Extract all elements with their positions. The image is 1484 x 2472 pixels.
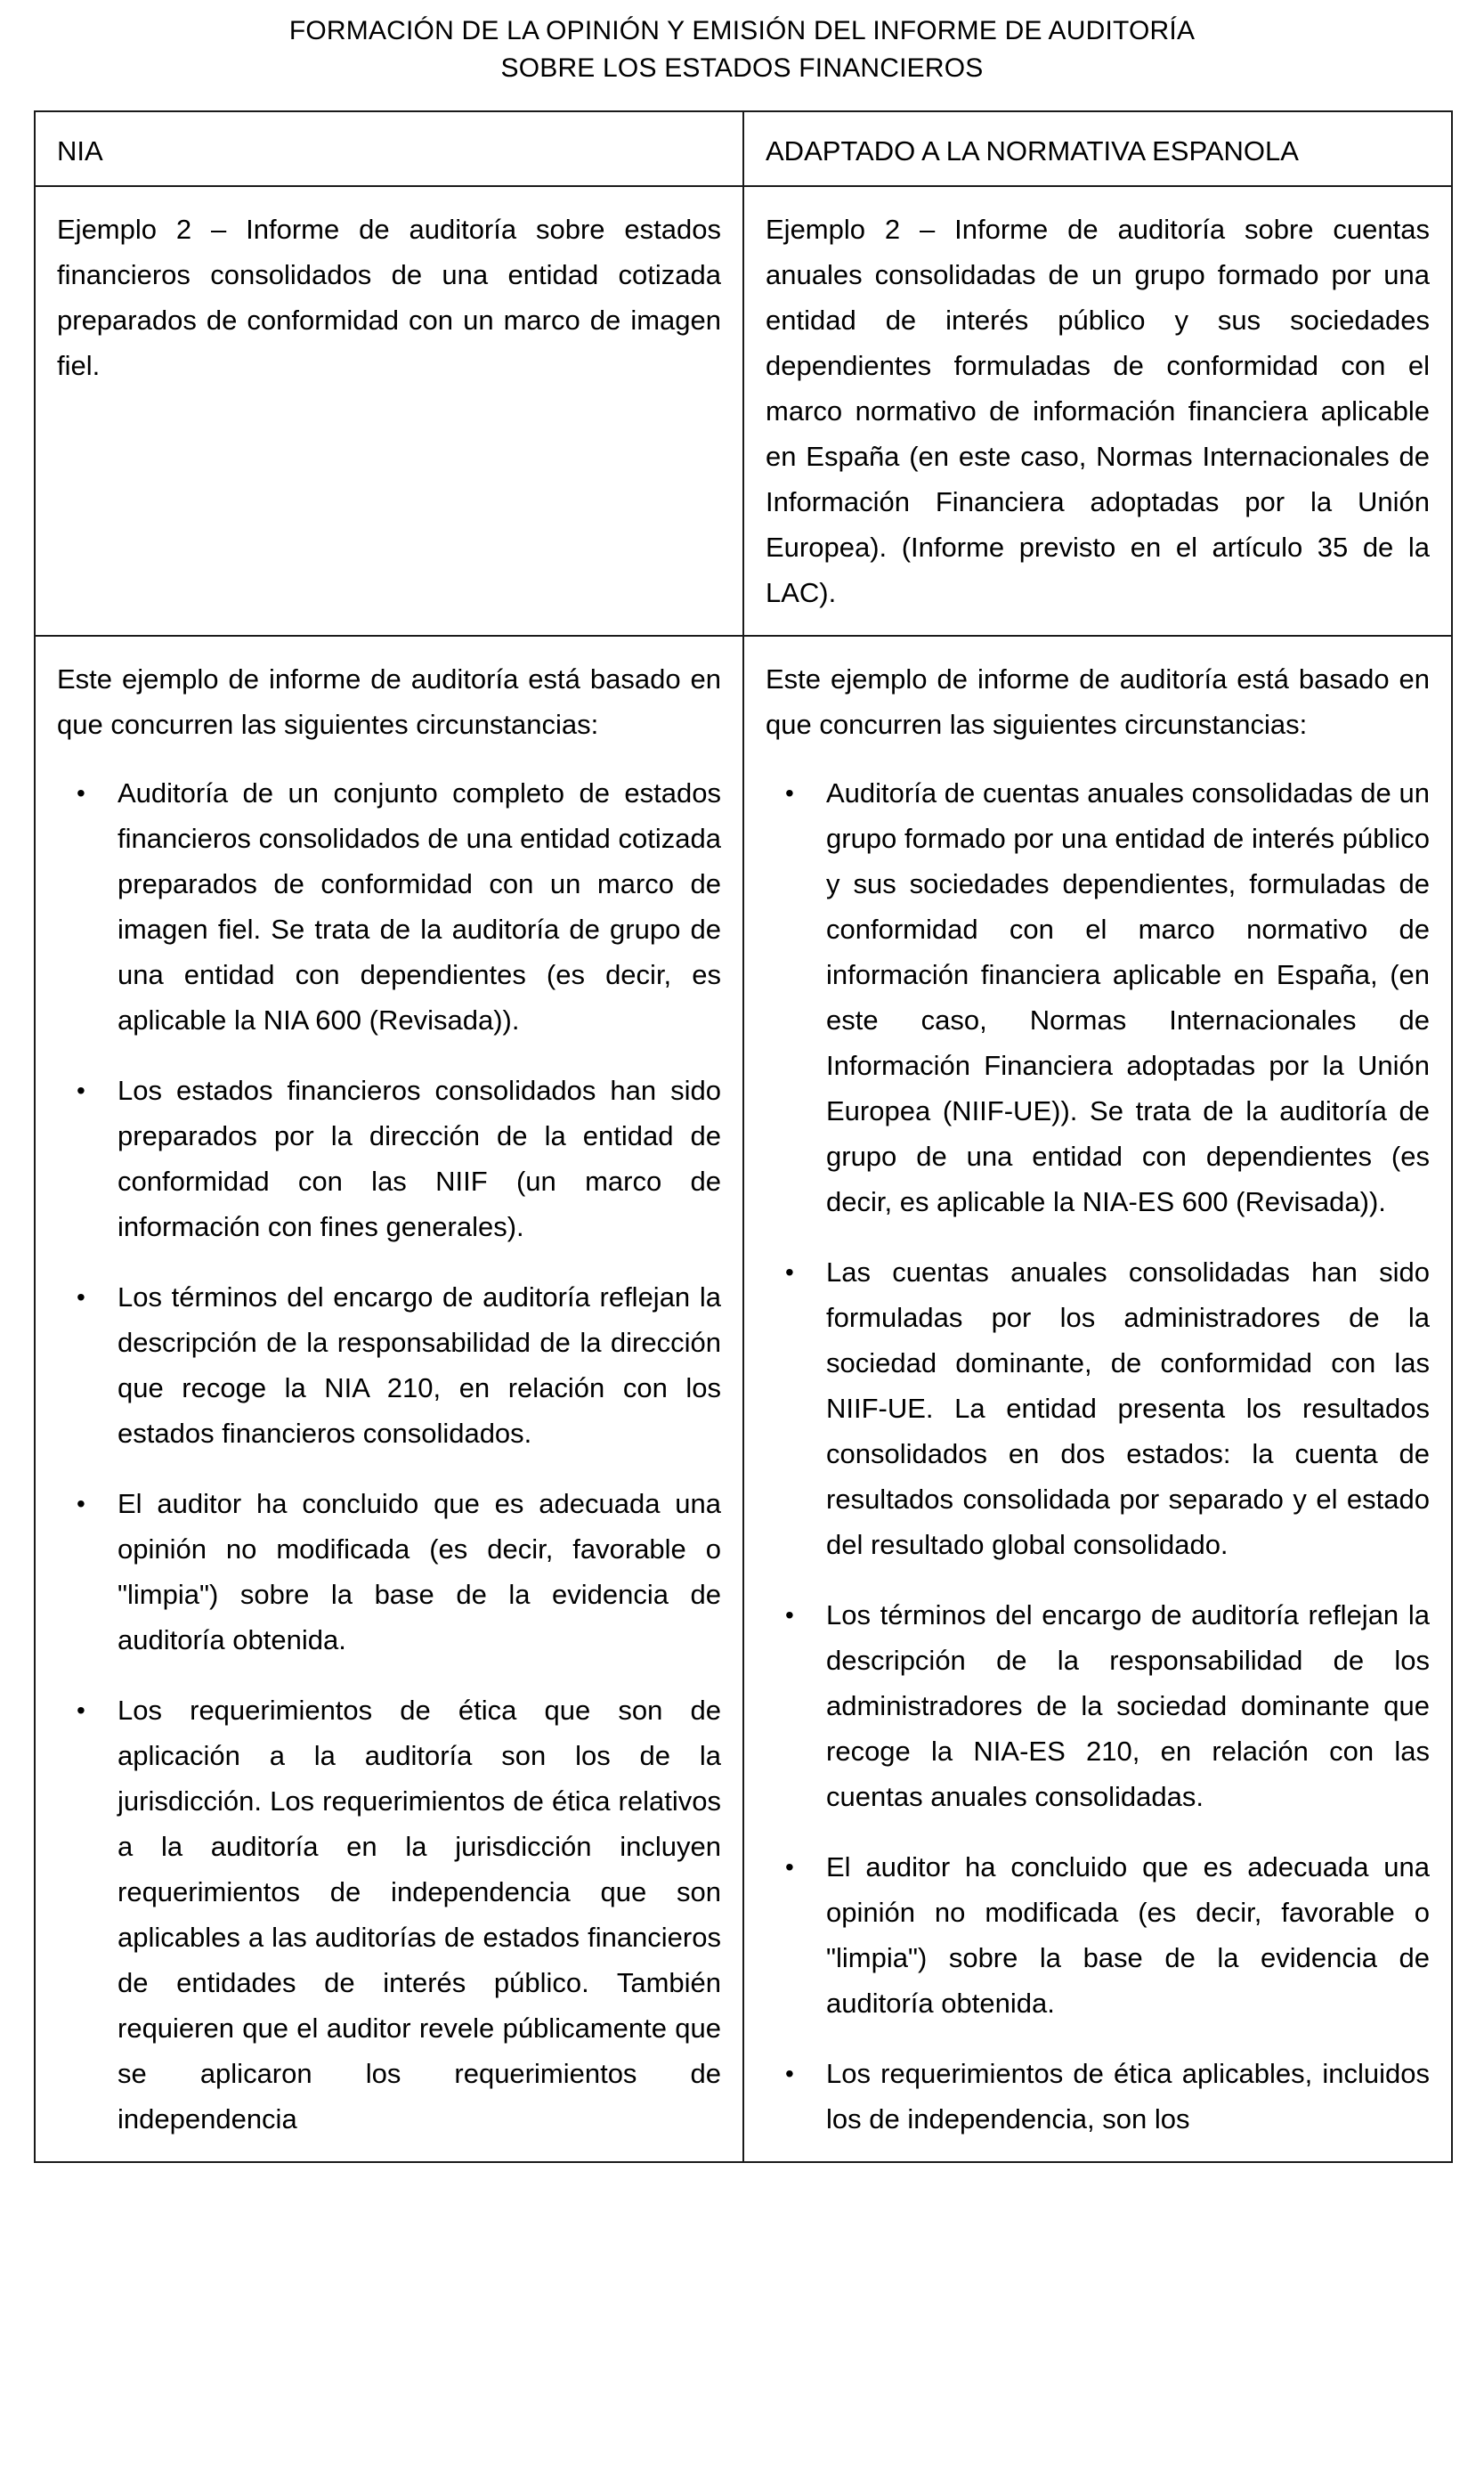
column-header-nia: NIA: [57, 135, 103, 167]
adaptado-example-paragraph: Ejemplo 2 – Informe de auditoría sobre cuentas anuales consolidadas de un grupo formado por una entidad de interés público y sus sociedades dependientes formuladas de conformidad con el marco normativo de información financiera aplicable en España (en este caso, Normas Internacionales de Información Financiera adoptadas por la Unión Europea). (Informe previsto en el artículo 35 de la LAC).: [766, 214, 1430, 608]
cell-nia-circumstances: [35, 636, 743, 2162]
list-item: • Los requerimientos de ética que son de aplicación a la auditoría son los de la jurisdicción. Los requerimientos de ética relativos a la auditoría en la jurisdicción incluyen requerimientos de independencia que son aplicables a las auditorías de estados financieros de entidades de interés público. También requieren que el auditor revele públicamente que se aplicaron los requerimientos de independencia: [57, 1687, 721, 2142]
list-item: • Auditoría de cuentas anuales consolidadas de un grupo formado por una entidad de interés público y sus sociedades dependientes, formuladas de conformidad con el marco normativo de información financiera aplicable en España, (en este caso, Normas Internacionales de Información Financiera adoptadas por la Unión Europea (NIIF-UE)). Se trata de la auditoría de grupo de una entidad con dependientes (es decir, es aplicable la NIA-ES 600 (Revisada)).: [766, 770, 1430, 1224]
table-row-example-description: [35, 186, 1452, 636]
list-item: • Los estados financieros consolidados han sido preparados por la dirección de la entidad de conformidad con las NIIF (un marco de información con fines generales).: [57, 1068, 721, 1249]
list-item: • Los requerimientos de ética aplicables, incluidos los de independencia, son los: [766, 2051, 1430, 2142]
list-item: • Los términos del encargo de auditoría reflejan la descripción de la responsabilidad de la dirección que recoge la NIA 210, en relación con los estados financieros consolidados.: [57, 1274, 721, 1456]
comparison-table: [34, 110, 1453, 2163]
nia-circumstances-list: [57, 770, 721, 2142]
cell-nia-example: [35, 186, 743, 636]
list-item: • Las cuentas anuales consolidadas han sido formuladas por los administradores de la sociedad dominante, de conformidad con las NIIF-UE. La entidad presenta los resultados consolidados en dos estados: la cuenta de resultados consolidada por separado y el estado del resultado global consolidado.: [766, 1249, 1430, 1567]
nia-circumstances-intro: Este ejemplo de informe de auditoría está basado en que concurren las siguientes circunstancias:: [57, 663, 721, 740]
list-item: • Auditoría de un conjunto completo de estados financieros consolidados de una entidad cotizada preparados de conformidad con un marco de imagen fiel. Se trata de la auditoría de grupo de una entidad con dependientes (es decir, es aplicable la NIA 600 (Revisada)).: [57, 770, 721, 1043]
list-item: • El auditor ha concluido que es adecuada una opinión no modificada (es decir, favorable o "limpia") sobre la base de la evidencia de auditoría obtenida.: [766, 1844, 1430, 2026]
page-title-line-1: FORMACIÓN DE LA OPINIÓN Y EMISIÓN DEL INFORME DE AUDITORÍA: [288, 16, 1196, 45]
table-header-cell-adaptado: [743, 111, 1452, 186]
nia-example-paragraph: Ejemplo 2 – Informe de auditoría sobre estados financieros consolidados de una entidad cotizada preparados de conformidad con un marco de imagen fiel.: [57, 214, 721, 381]
table-row-circumstances: [35, 636, 1452, 2162]
cell-adaptado-circumstances: [743, 636, 1452, 2162]
adaptado-circumstances-intro: Este ejemplo de informe de auditoría está basado en que concurren las siguientes circunstancias:: [766, 663, 1430, 740]
table-header-cell-nia: [35, 111, 743, 186]
adaptado-circumstances-list: [766, 770, 1430, 2142]
column-header-adaptado: ADAPTADO A LA NORMATIVA ESPANOLA: [766, 135, 1299, 167]
page-title: [0, 0, 1484, 87]
list-item: • El auditor ha concluido que es adecuada una opinión no modificada (es decir, favorable o "limpia") sobre la base de la evidencia de auditoría obtenida.: [57, 1481, 721, 1663]
list-item: • Los términos del encargo de auditoría reflejan la descripción de la responsabilidad de los administradores de la sociedad dominante que recoge la NIA-ES 210, en relación con las cuentas anuales consolidadas.: [766, 1592, 1430, 1819]
table-header-row: [35, 111, 1452, 186]
page-title-line-2: SOBRE LOS ESTADOS FINANCIEROS: [500, 53, 984, 83]
cell-adaptado-example: [743, 186, 1452, 636]
